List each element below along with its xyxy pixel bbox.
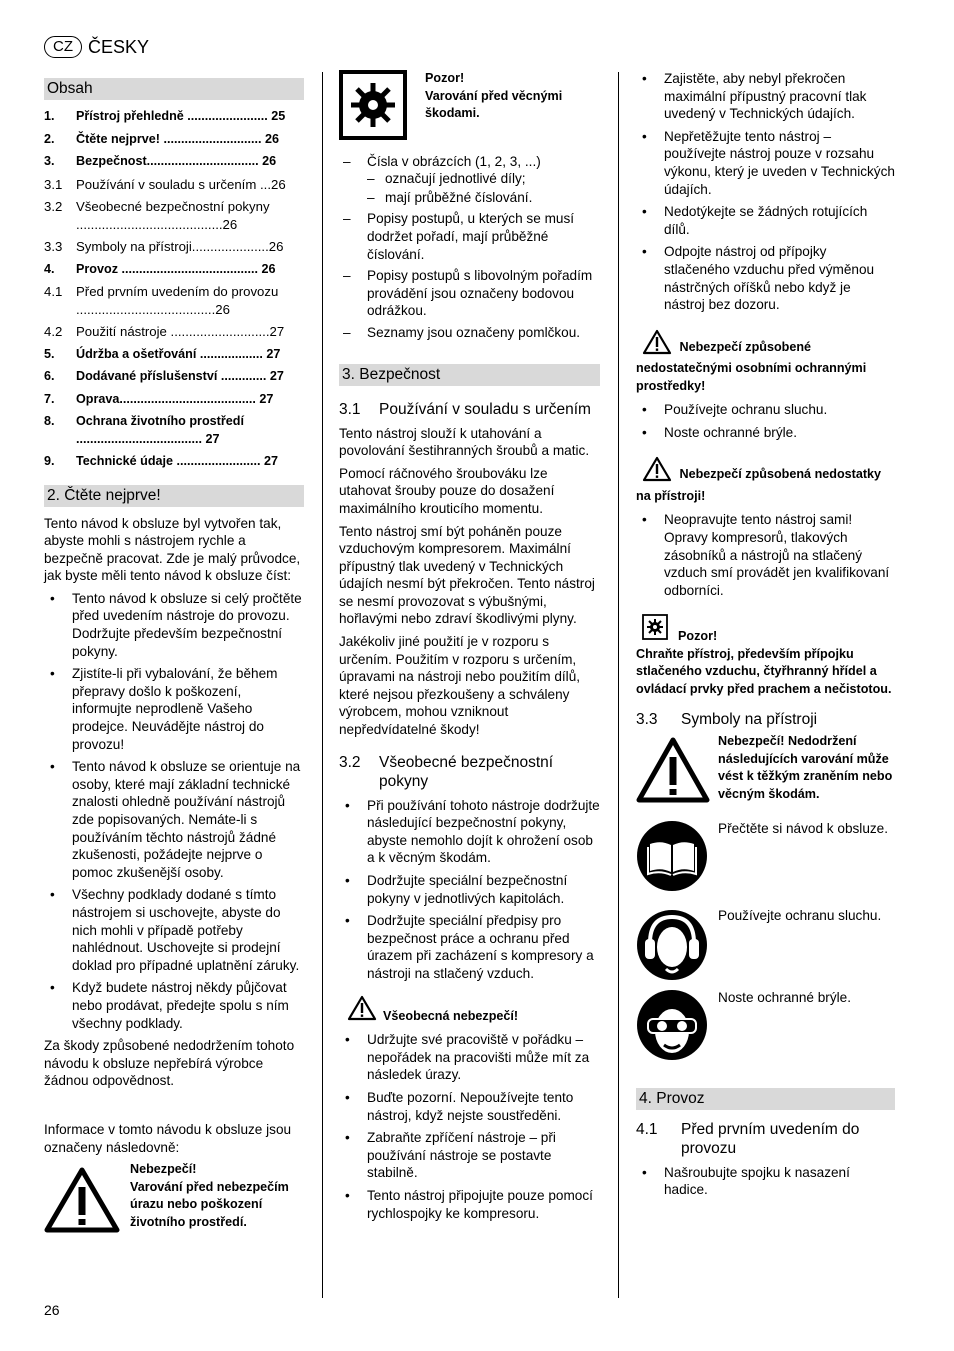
column-divider-2: [618, 72, 619, 1298]
section-3-2-bullets: [339, 797, 600, 983]
paragraph: Pomocí ráčnového šroubováku lze utahovat šrouby pouze do dosažení maximálního krouticího momentu.: [339, 465, 555, 516]
toc-entry: [44, 176, 304, 194]
caution-legend-text: [425, 70, 600, 123]
general-danger-title: Všeobecná nebezpečí!: [383, 1008, 519, 1023]
list-item: • Buďte pozorní. Nepoužívejte tento nástroj, když nejste soustředěni.: [339, 1089, 600, 1124]
toc-entry-number: 3.2: [44, 199, 63, 214]
toc-entry-number: 4.1: [44, 284, 63, 299]
danger-triangle-icon: [636, 733, 718, 808]
list-item: • Neopravujte tento nástroj sami! Opravy kompresorů, tlakových zásobníků a nástrojů na stlačený vzduch smí provádět jen kvalifikovaní odborníci.: [636, 511, 895, 599]
caution-dust: [636, 614, 895, 698]
caution-machine-icon: [339, 70, 425, 145]
list-item: • Zjistíte-li při vybalování, že během přepravy došlo k poškození, informujte neprodleně Vašeho prodejce. Neuvádějte nástroj do provozu!: [44, 665, 304, 753]
danger-legend-title: Nebezpečí!: [130, 1162, 197, 1177]
toc-entry: [44, 108, 304, 126]
list-item: • Všechny podklady dodané s tímto nástrojem si uschovejte, abyste do nich mohli v případě potřeby nahlédnout. Uschovejte si prodejní doklad pro případné uplatnění záruky.: [44, 886, 304, 974]
danger-triangle-icon: [44, 1161, 130, 1238]
toc-entry: [44, 261, 304, 279]
section-2-intro: Tento návod k obsluze byl vytvořen tak, abyste mohli s nástrojem rychle a bezpečně pracovat. Zde je malý průvodce, jak byste měli tento návod k obsluze číst:: [44, 515, 301, 584]
section-4-1-heading: [636, 1120, 895, 1158]
list-item: – Seznamy jsou označeny pomlčkou.: [339, 324, 600, 342]
list-item: • Tento návod k obsluze si celý pročtěte před uvedením nástroje do provozu. Dodržujte především bezpečnostní pokyny.: [44, 590, 304, 660]
ear-protection-icon: [636, 907, 718, 988]
list-item: • Nepřetěžujte tento nástroj – používejte nástroj pouze v rozsahu výkonu, který je uveden v Technických údajích.: [636, 128, 895, 198]
caution-machine-icon: [642, 614, 668, 646]
toc-entry-title: Všeobecné bezpečnostní pokyny ........................................26: [76, 199, 270, 232]
toc-entry-number: 4.: [44, 261, 55, 276]
section-4-title: 4. Provoz: [636, 1088, 895, 1110]
ppe-bullets: [636, 401, 895, 441]
section-title: Symboly na přístroji: [681, 711, 818, 729]
section-number: 3.2: [339, 753, 361, 771]
toc-entry-number: 1.: [44, 109, 55, 123]
toc-entry-title: Provoz ....................................... 26: [76, 261, 276, 276]
symbol-ear-protection: [636, 907, 895, 988]
toc-entry-title: Symboly na přístroji.....................26: [76, 239, 284, 254]
list-item: • Zabraňte zpříčení nástroje – při používání nástroje se postavte stabilně.: [339, 1129, 600, 1182]
toc-entry-number: 8.: [44, 414, 55, 428]
section-3-1-heading: [339, 400, 600, 419]
toc-entry: [44, 346, 304, 364]
language-name: ČESKY: [88, 37, 150, 57]
warning-triangle-icon: [347, 995, 377, 1026]
toc-entry-number: 3.1: [44, 176, 63, 192]
toc-entry-title: Dodávané příslušenství ............. 27: [76, 369, 284, 383]
section-title: Všeobecné bezpečnostní pokyny: [379, 753, 554, 790]
list-item: • Tento nástroj připojujte pouze pomocí rychlospojky ke kompresoru.: [339, 1187, 600, 1222]
symbol-danger: [636, 733, 895, 808]
symbol-eye-protection: [636, 989, 895, 1066]
table-of-contents: [44, 108, 304, 471]
language-header: [44, 36, 149, 58]
toc-entry-title: Bezpečnost................................ 26: [76, 154, 277, 168]
toc-entry-title: Používání v souladu s určením ...26: [76, 176, 286, 192]
toc-entry-number: 7.: [44, 391, 55, 406]
toc-entry: [44, 131, 304, 149]
caution-legend-desc: Varování před věcnými škodami.: [425, 88, 563, 120]
list-item: • Našroubujte spojku k nasazení hadice.: [636, 1164, 895, 1199]
toc-entry: [44, 368, 304, 386]
marking-dash-list: [339, 153, 600, 342]
section-2-title: 2. Čtěte nejprve!: [44, 485, 304, 507]
symbol-danger-text: Nebezpečí! Nedodržení následujících varování může vést k těžkým zraněním nebo věcným škodám.: [718, 734, 893, 801]
toc-entry-title: Údržba a ošetřování .................. 27: [76, 346, 281, 361]
read-manual-icon: [636, 820, 718, 897]
toc-entry: [44, 153, 304, 171]
list-item: • Zajistěte, aby nebyl překročen maximální přípustný pracovní tlak uvedený v Technických údajích.: [636, 70, 895, 123]
toc-entry-number: 5.: [44, 346, 55, 361]
defect-warning: [636, 456, 895, 505]
list-item: – Čísla v obrázcích (1, 2, 3, ...) – označují jednotlivé díly; – mají průběžné číslování.: [339, 153, 600, 207]
list-item: – označují jednotlivé díly;: [367, 170, 600, 188]
list-item: – mají průběžné číslování.: [367, 189, 600, 207]
list-item: • Udržujte své pracoviště v pořádku – nepořádek na pracovišti může mít za následek úrazy.: [339, 1031, 600, 1084]
toc-entry-title: Technické údaje ........................ 27: [76, 454, 279, 468]
defect-warning-text: Nebezpečí způsobená nedostatky na přístroji!: [636, 467, 882, 503]
toc-entry-title: Ochrana životního prostředí .................................... 27: [76, 414, 244, 446]
column-divider-1: [322, 72, 323, 1298]
toc-entry-number: 3.3: [44, 239, 63, 254]
paragraph: Jakékoliv jiné použití je v rozporu s určením. Použitím v rozporu s určením, úpravami na nástroji nebo použitím dílů, které nejsou přezkoušeny a schváleny výrobcem, mohou vzniknout nepředvídatelné škody!: [339, 634, 581, 738]
list-item: • Odpojte nástroj od přípojky stlačeného vzduchu před výměnou nástrčných oříšků nebo když je nástroj bez dozoru.: [636, 243, 895, 313]
section-title: Před prvním uvedením do provozu: [681, 1120, 860, 1157]
symbol-read-manual: [636, 820, 895, 897]
list-item: • Používejte ochranu sluchu.: [636, 401, 895, 419]
toc-entry: [44, 283, 304, 318]
damage-disclaimer: Za škody způsobené nedodržením tohoto návodu k obsluze nepřebírá výrobce žádnou odpovědnost.: [44, 1038, 295, 1089]
operation-safety-bullets: [636, 70, 895, 314]
section-2-bullets: [44, 590, 304, 1032]
list-item: • Dodržujte speciální bezpečnostní pokyny v jednotlivých kapitolách.: [339, 872, 600, 907]
toc-title: Obsah: [44, 78, 304, 100]
toc-entry: [44, 453, 304, 471]
section-3-2-heading: [339, 753, 600, 791]
section-number: 4.1: [636, 1120, 658, 1138]
list-item: • Tento návod k obsluze se orientuje na osoby, které mají základní technické znalosti ohledně používání nástrojů zde popisovaných. Nemáte-li s používáním těchto nástrojů žádné zkušenosti, požádejte nejprve o pomoc zkušenější osoby.: [44, 758, 304, 881]
defect-bullets: [636, 511, 895, 599]
warning-triangle-icon: [642, 344, 676, 358]
general-danger-bullets: [339, 1031, 600, 1222]
toc-entry-number: 4.2: [44, 324, 63, 339]
column-2: [339, 70, 600, 1227]
list-item: – Popisy postupů, u kterých se musí dodržet pořadí, mají průběžné číslování.: [339, 210, 600, 263]
paragraph: Tento nástroj smí být poháněn pouze vzduchovým kompresorem. Maximální přípustný tlak uvedený v Technických údajích nesmí být překročen. Tento nástroj se nesmí provozovat s výbušnými, hořlavými nebo zdraví škodlivými plyny.: [339, 523, 595, 627]
section-title: Používání v souladu s určením: [379, 400, 591, 418]
marking-sub-list: [367, 170, 600, 206]
section-3-title: 3. Bezpečnost: [339, 364, 600, 386]
toc-entry-title: Oprava....................................... 27: [76, 391, 274, 406]
caution-legend: [339, 70, 600, 145]
list-item: – Popisy postupů s libovolným pořadím provádění jsou označeny bodovou odrážkou.: [339, 267, 600, 320]
toc-entry-number: 2.: [44, 131, 55, 146]
toc-entry-number: 6.: [44, 369, 55, 383]
toc-entry: [44, 391, 304, 409]
danger-legend-desc: Varování před nebezpečím úrazu nebo poškození životního prostředí.: [130, 1179, 289, 1229]
toc-entry-number: 9.: [44, 454, 55, 468]
symbol-read-text: Přečtěte si návod k obsluze.: [718, 820, 889, 836]
section-number: 3.1: [339, 400, 361, 418]
section-3-1-body: [339, 425, 600, 739]
toc-entry-title: Použití nástroje ...........................27: [76, 324, 285, 339]
ppe-warning-text: Nebezpečí způsobené nedostatečnými osobními ochrannými prostředky!: [636, 339, 867, 393]
symbol-eye-text: Noste ochranné brýle.: [718, 990, 851, 1006]
language-code-badge: CZ: [44, 36, 82, 58]
danger-legend: [44, 1161, 304, 1238]
toc-entry: [44, 198, 304, 233]
toc-entry: [44, 238, 304, 256]
toc-entry: [44, 413, 304, 448]
warning-triangle-icon: [642, 471, 676, 485]
caution-dust-title: Pozor!: [678, 629, 718, 644]
caution-legend-title: Pozor!: [425, 71, 465, 85]
list-item: • Když budete nástroj někdy půjčovat nebo prodávat, předejte spolu s ním všechny podklady.: [44, 979, 304, 1032]
toc-entry-number: 3.: [44, 154, 55, 168]
toc-entry-title: Před prvním uvedením do provozu ......................................26: [76, 284, 279, 317]
general-danger-heading: [339, 995, 600, 1026]
section-3-3-heading: [636, 710, 895, 729]
toc-entry: [44, 323, 304, 341]
list-item: • Při používání tohoto nástroje dodržujte následující bezpečnostní pokyny, abyste nemohlo dojít k ohrožení osob a k věcným škodám.: [339, 797, 600, 867]
ppe-warning: [636, 329, 895, 396]
column-3: [636, 70, 895, 1204]
toc-entry-title: Přístroj přehledně ....................... 25: [76, 109, 286, 123]
info-marking-intro: Informace v tomto návodu k obsluze jsou označeny následovně:: [44, 1121, 292, 1155]
paragraph: Tento nástroj slouží k utahování a povolování šestihranných šroubů a matic.: [339, 425, 590, 459]
symbol-ear-text: Používejte ochranu sluchu.: [718, 907, 882, 923]
list-item: • Nedotýkejte se žádných rotujících dílů.: [636, 203, 895, 238]
section-number: 3.3: [636, 711, 658, 729]
toc-entry-title: Čtěte nejprve! ............................ 26: [76, 131, 279, 146]
list-item: • Noste ochranné brýle.: [636, 424, 895, 442]
section-4-1-bullets: [636, 1164, 895, 1199]
page-number: 26: [44, 1302, 60, 1318]
list-item: • Dodržujte speciální předpisy pro bezpečnost práce a ochranu před úrazem při zacházení s kompresory a nástroji na stlačený vzduch.: [339, 912, 600, 982]
caution-dust-text: Chraňte přístroj, především přípojku stlačeného vzduchu, čtyřhranný hřídel a ovládací prvky před prachem a nečistotou.: [636, 646, 892, 696]
column-1: [44, 78, 304, 1238]
eye-protection-icon: [636, 989, 718, 1066]
danger-legend-text: [130, 1161, 304, 1231]
